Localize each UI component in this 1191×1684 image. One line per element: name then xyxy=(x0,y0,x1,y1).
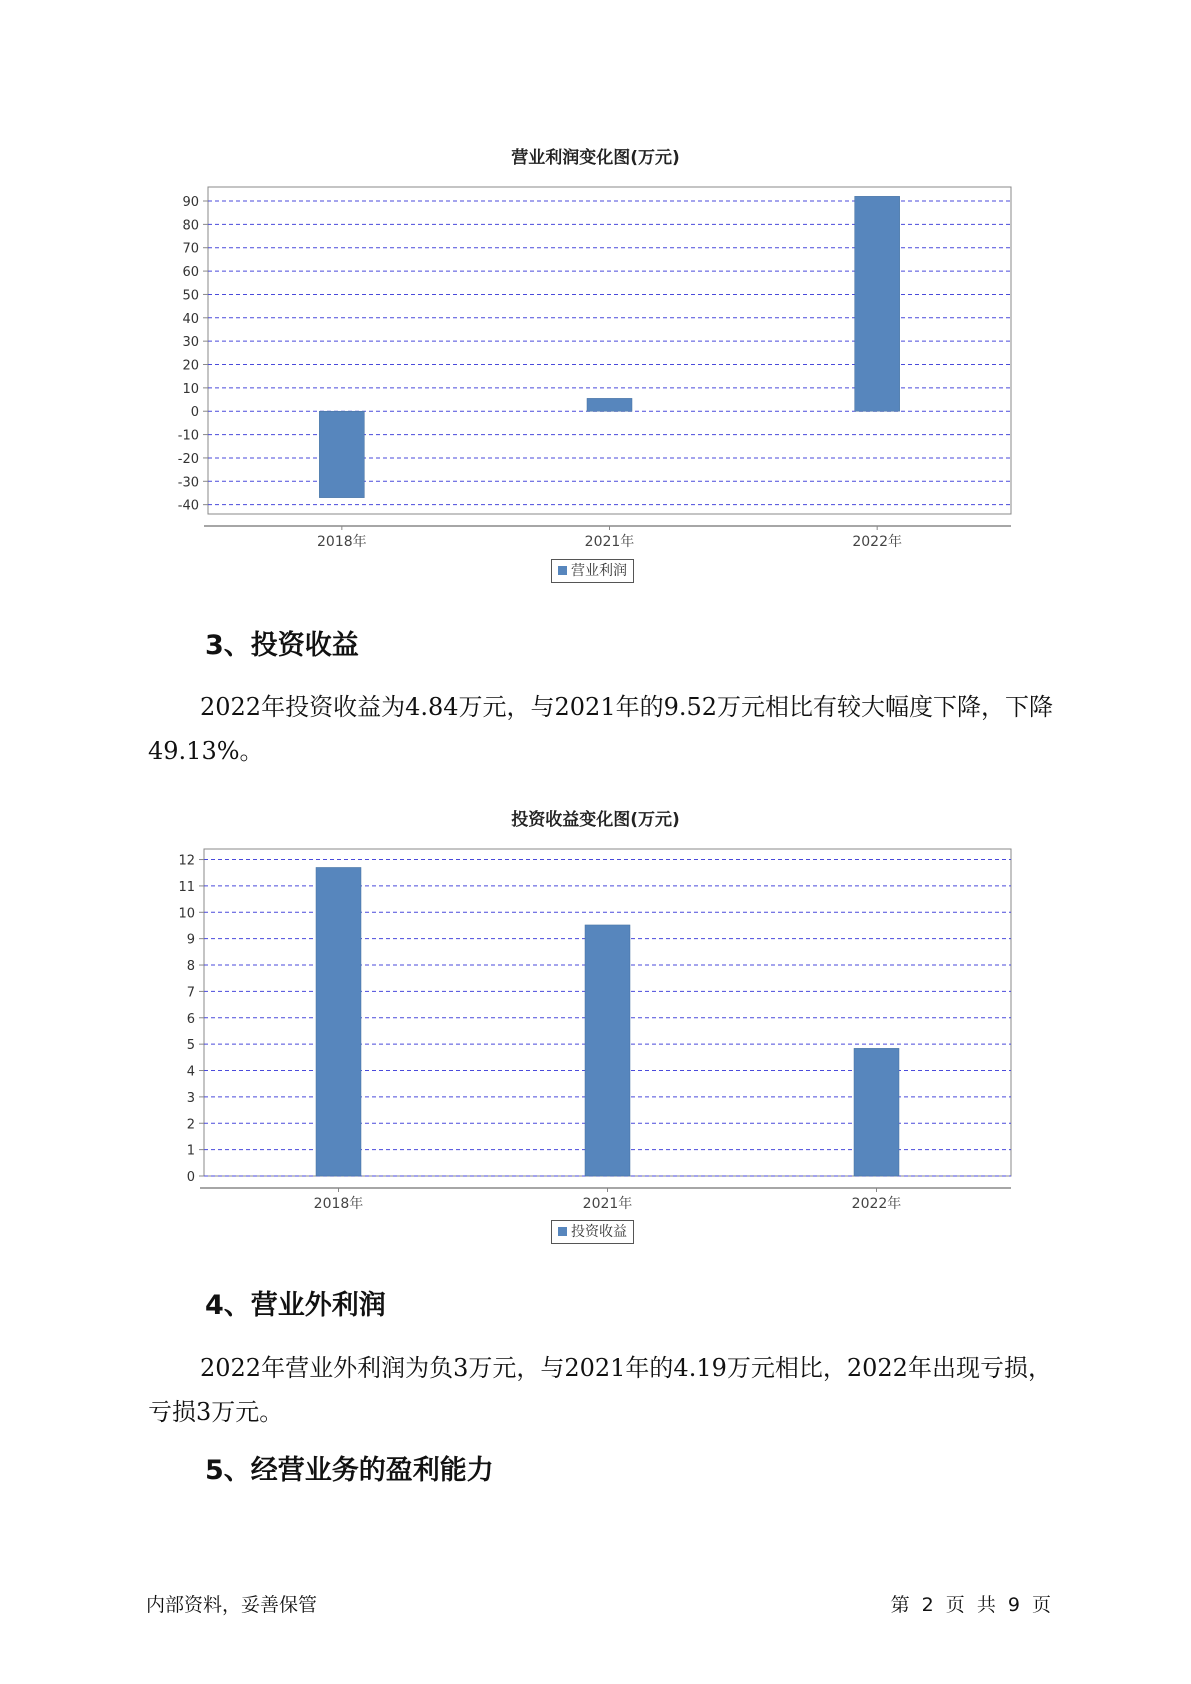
chart1-y-tick-label: 70 xyxy=(182,241,199,257)
chart1-y-tick-label: -10 xyxy=(177,428,199,444)
chart1-title: 营业利润变化图(万元) xyxy=(511,148,680,168)
chart1-x-tick-label: 2022年 xyxy=(852,534,902,550)
chart2-y-tick-label: 8 xyxy=(186,959,195,975)
section3-heading: 3、投资收益 xyxy=(205,630,359,661)
chart1-legend-label: 营业利润 xyxy=(571,563,627,579)
chart2-y-tick-label: 12 xyxy=(178,853,195,869)
chart1-y-tick-label: 10 xyxy=(182,381,199,397)
section5-heading: 5、经营业务的盈利能力 xyxy=(205,1455,494,1486)
chart2-y-tick-label: 11 xyxy=(178,879,195,895)
footer-page-number: 第 2 页 共 9 页 xyxy=(890,1594,1051,1616)
footer-confidential-note: 内部资料，妥善保管 xyxy=(146,1594,318,1616)
chart2-y-tick-label: 9 xyxy=(186,932,195,948)
chart2-bar-2022年 xyxy=(854,1048,899,1176)
section4-paragraph: 2022年营业外利润为负3万元，与2021年的4.19万元相比，2022年出现亏损，亏损3万元。 xyxy=(148,1354,1052,1426)
chart1-y-tick-label: 20 xyxy=(182,358,199,374)
chart2-y-tick-label: 6 xyxy=(186,1011,195,1027)
chart2-title: 投资收益变化图(万元) xyxy=(511,810,680,830)
legend-swatch-icon xyxy=(558,1227,567,1236)
chart2-y-tick-label: 4 xyxy=(186,1064,195,1080)
chart2-bar-2018年 xyxy=(316,867,361,1176)
chart2-x-tick-label: 2021年 xyxy=(582,1196,633,1212)
chart1-y-tick-label: 40 xyxy=(182,311,199,327)
chart2-x-tick-label: 2022年 xyxy=(851,1196,902,1212)
chart1-y-tick-label: -30 xyxy=(177,475,199,491)
chart2-bar-2021年 xyxy=(585,925,630,1176)
chart1-y-tick-label: 80 xyxy=(182,218,199,234)
chart1-y-tick-label: 90 xyxy=(182,195,199,211)
chart2-legend xyxy=(551,1220,634,1244)
section4-heading: 4、营业外利润 xyxy=(205,1290,386,1321)
chart2-y-tick-label: 1 xyxy=(186,1143,195,1159)
chart2-legend-label: 投资收益 xyxy=(571,1224,627,1240)
chart2-y-tick-label: 0 xyxy=(186,1170,195,1185)
chart1-y-tick-label: 0 xyxy=(190,405,199,421)
chart1-x-tick-label: 2021年 xyxy=(584,534,635,550)
chart1-y-tick-label: 50 xyxy=(182,288,199,304)
chart2-y-tick-label: 2 xyxy=(186,1117,195,1133)
chart2-y-tick-label: 10 xyxy=(178,906,195,922)
chart1-y-tick-label: -20 xyxy=(177,451,199,467)
chart1-x-tick-label: 2018年 xyxy=(317,534,367,550)
chart2-x-tick-label: 2018年 xyxy=(313,1196,364,1212)
chart2-y-tick-label: 5 xyxy=(186,1038,195,1054)
chart1-y-tick-label: -40 xyxy=(177,498,199,514)
chart1-y-tick-label: 60 xyxy=(182,265,199,281)
chart2-y-tick-label: 7 xyxy=(186,985,195,1001)
chart2-y-tick-label: 3 xyxy=(186,1090,195,1106)
chart1-y-tick-label: 30 xyxy=(182,335,199,351)
section3-paragraph: 2022年投资收益为4.84万元，与2021年的9.52万元相比有较大幅度下降，下降49.13%。 xyxy=(148,693,1054,765)
